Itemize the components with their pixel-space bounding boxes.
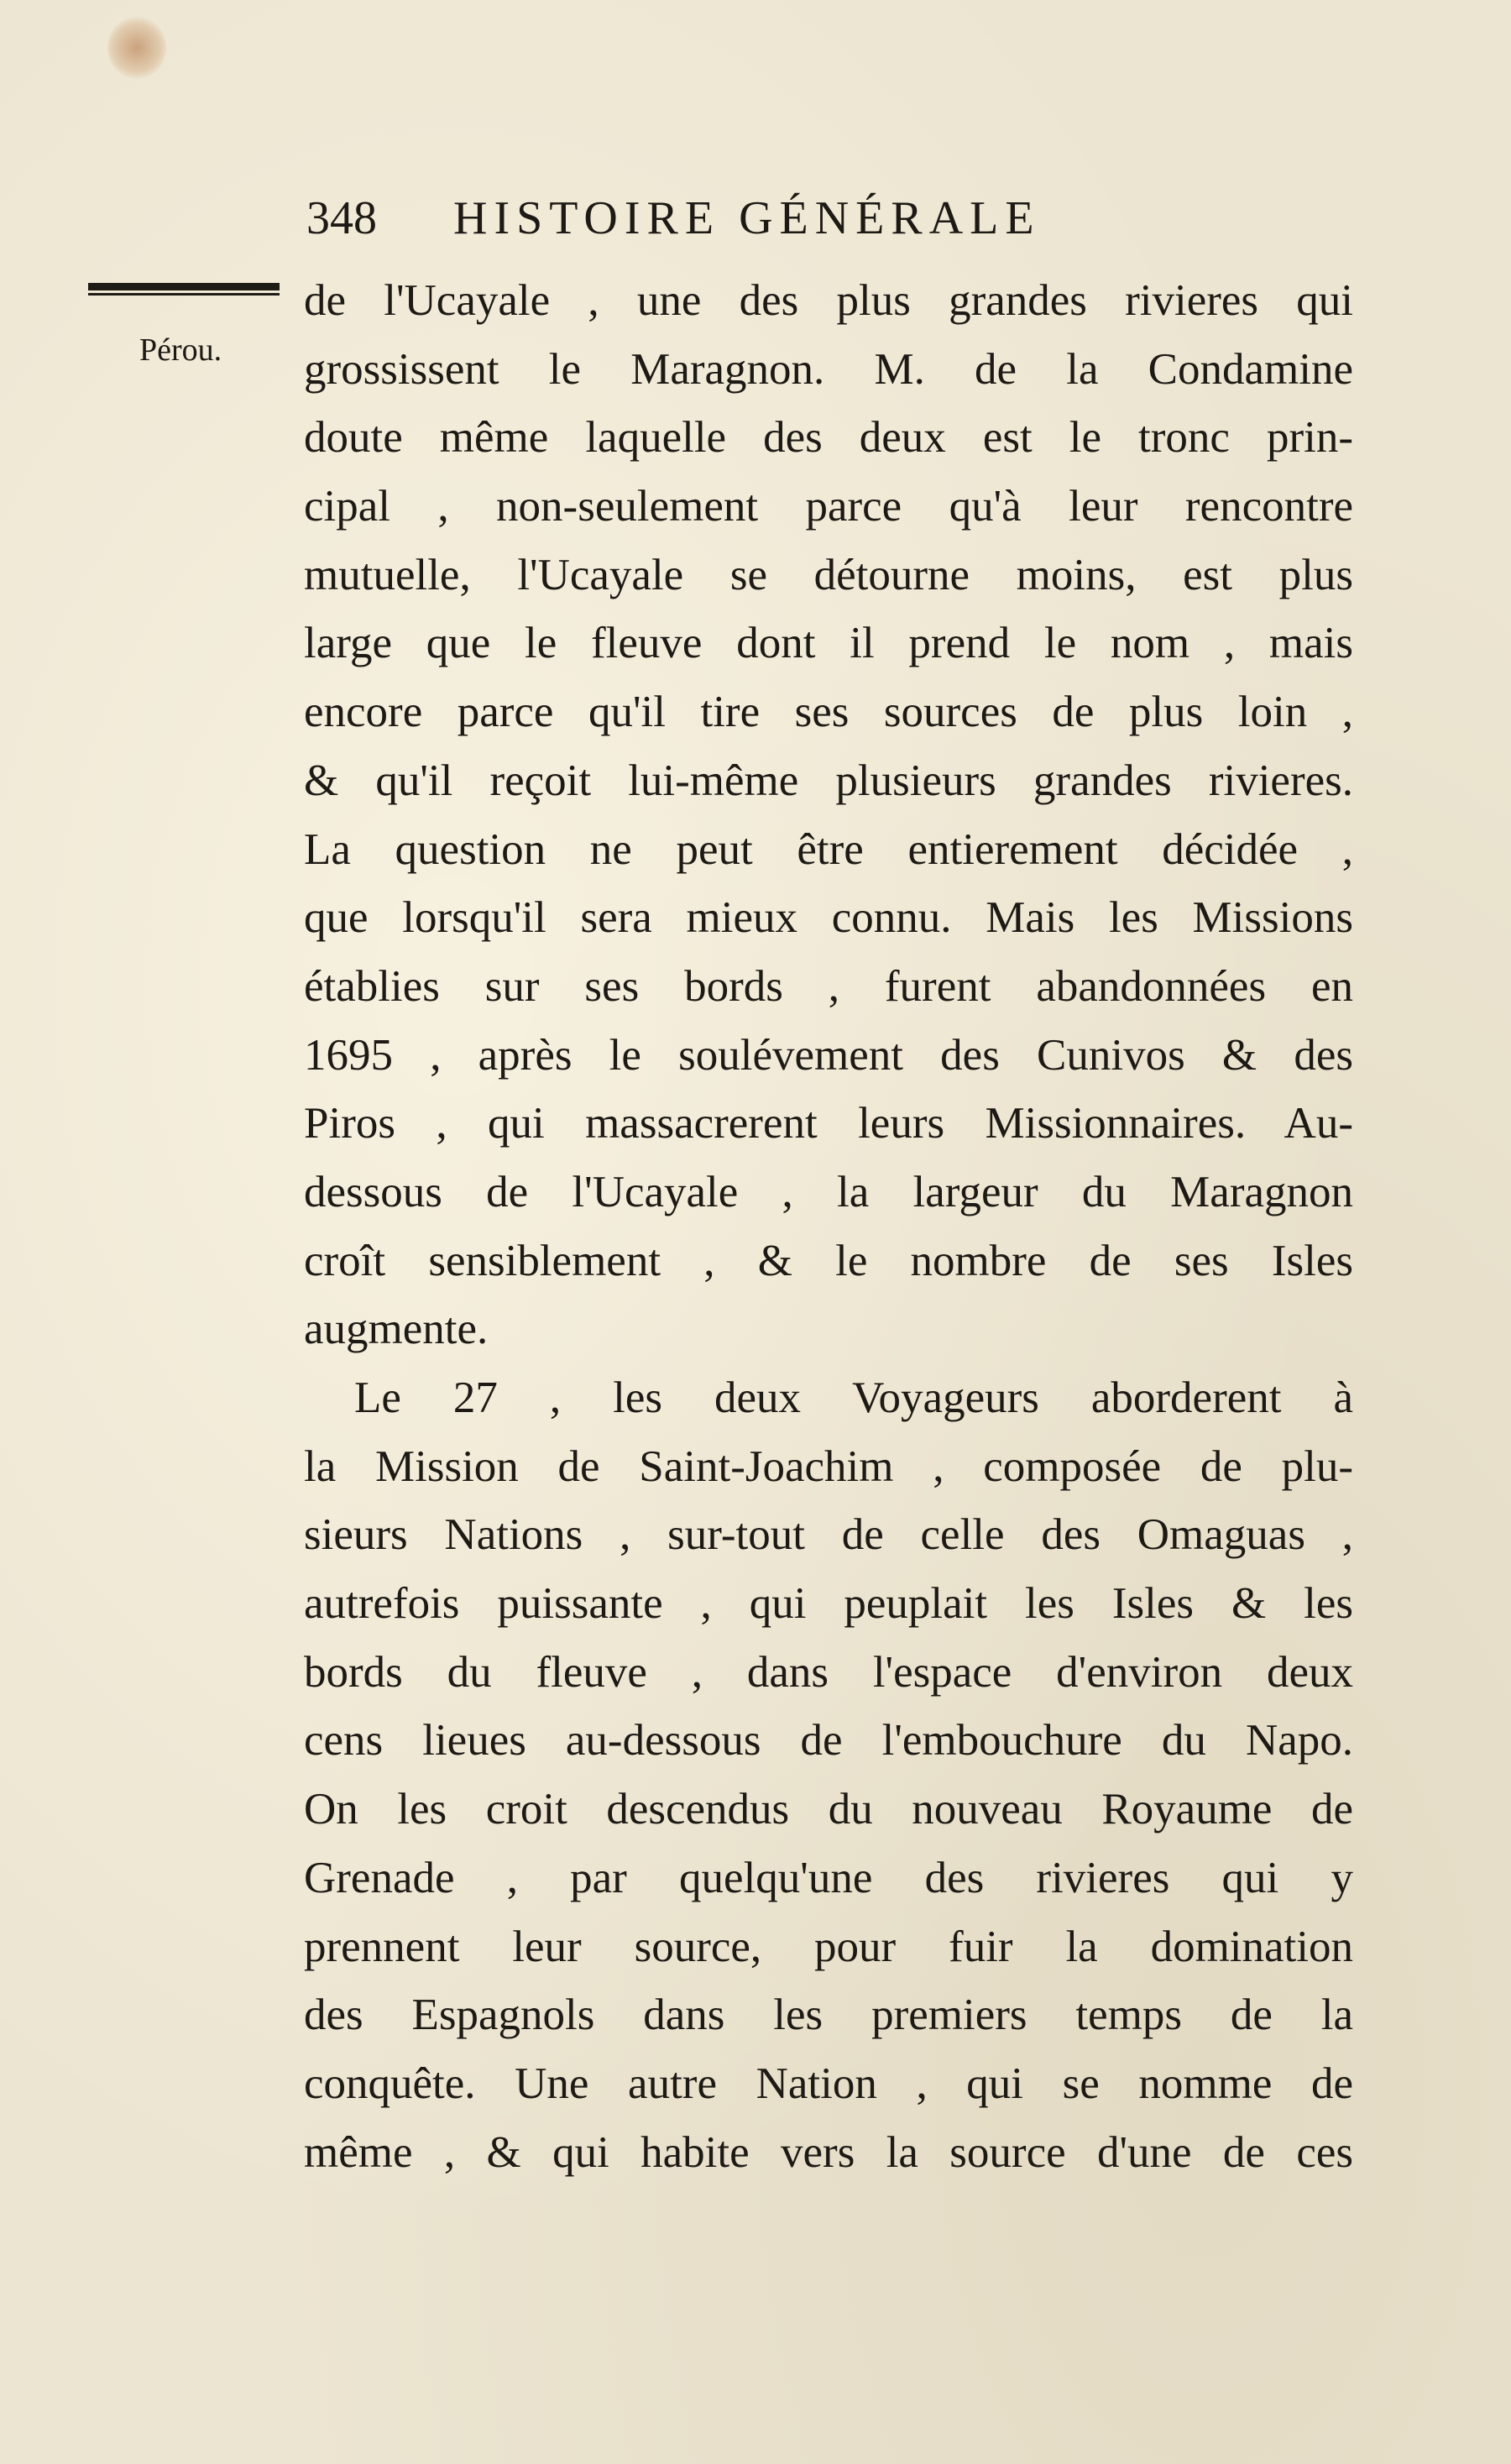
text-line: bords du fleuve , dans l'espace d'environ deux xyxy=(304,1647,1353,1697)
text-line: cipal , non-seulement parce qu'à leur rencontre xyxy=(304,482,1353,531)
text-line: large que le fleuve dont il prend le nom , mais xyxy=(304,619,1353,668)
page-header xyxy=(306,191,1213,250)
text-line: On les croit descendus du nouveau Royaume de xyxy=(304,1785,1353,1834)
margin-rule-thick xyxy=(88,283,280,290)
text-line: 1695 , après le soulévement des Cunivos & des xyxy=(304,1030,1353,1080)
text-line: La question ne peut être entierement décidée , xyxy=(304,824,1353,874)
text-line: mutuelle, l'Ucayale se détourne moins, est plus xyxy=(304,550,1353,599)
text-line: grossissent le Maragnon. M. de la Condamine xyxy=(304,344,1353,394)
text-line: Le 27 , les deux Voyageurs aborderent à xyxy=(354,1373,1353,1422)
text-line: sieurs Nations , sur-tout de celle des Omaguas , xyxy=(304,1510,1353,1560)
text-line: dessous de l'Ucayale , la largeur du Maragnon xyxy=(304,1167,1353,1216)
text-line: & qu'il reçoit lui-même plusieurs grandes rivieres. xyxy=(304,756,1353,805)
text-line: cens lieues au-dessous de l'embouchure du Napo. xyxy=(304,1716,1353,1766)
text-line: croît sensiblement , & le nombre de ses Isles xyxy=(304,1236,1353,1285)
body-text xyxy=(304,267,1353,2187)
text-line: encore parce qu'il tire ses sources de plus loin , xyxy=(304,688,1353,737)
running-title: HISTOIRE GÉNÉRALE xyxy=(453,192,1041,244)
text-line: la Mission de Saint-Joachim , composée de plu- xyxy=(304,1441,1353,1491)
paper-stain xyxy=(107,17,166,79)
text-line: établies sur ses bords , furent abandonnées en xyxy=(304,961,1353,1011)
text-line: de l'Ucayale , une des plus grandes rivieres qui xyxy=(304,276,1353,325)
text-line: prennent leur source, pour fuir la domination xyxy=(304,1922,1353,1971)
text-line: que lorsqu'il sera mieux connu. Mais les Missions xyxy=(304,893,1353,943)
margin-rule xyxy=(88,283,280,296)
text-line: conquête. Une autre Nation , qui se nomme de xyxy=(304,2059,1353,2108)
text-line: des Espagnols dans les premiers temps de la xyxy=(304,1991,1353,2040)
margin-note: Pérou. xyxy=(139,332,222,368)
page-number: 348 xyxy=(306,192,377,244)
text-line: autrefois puissante , qui peuplait les Isles & les xyxy=(304,1579,1353,1629)
text-line: doute même laquelle des deux est le tronc prin- xyxy=(304,413,1353,463)
text-line: Piros , qui massacrerent leurs Missionnaires. Au- xyxy=(304,1099,1353,1148)
text-line: Grenade , par quelqu'une des rivieres qui y xyxy=(304,1853,1353,1902)
text-line: augmente. xyxy=(304,1305,489,1354)
text-line: même , & qui habite vers la source d'une de ces xyxy=(304,2127,1353,2177)
margin-rule-thin xyxy=(88,293,280,296)
